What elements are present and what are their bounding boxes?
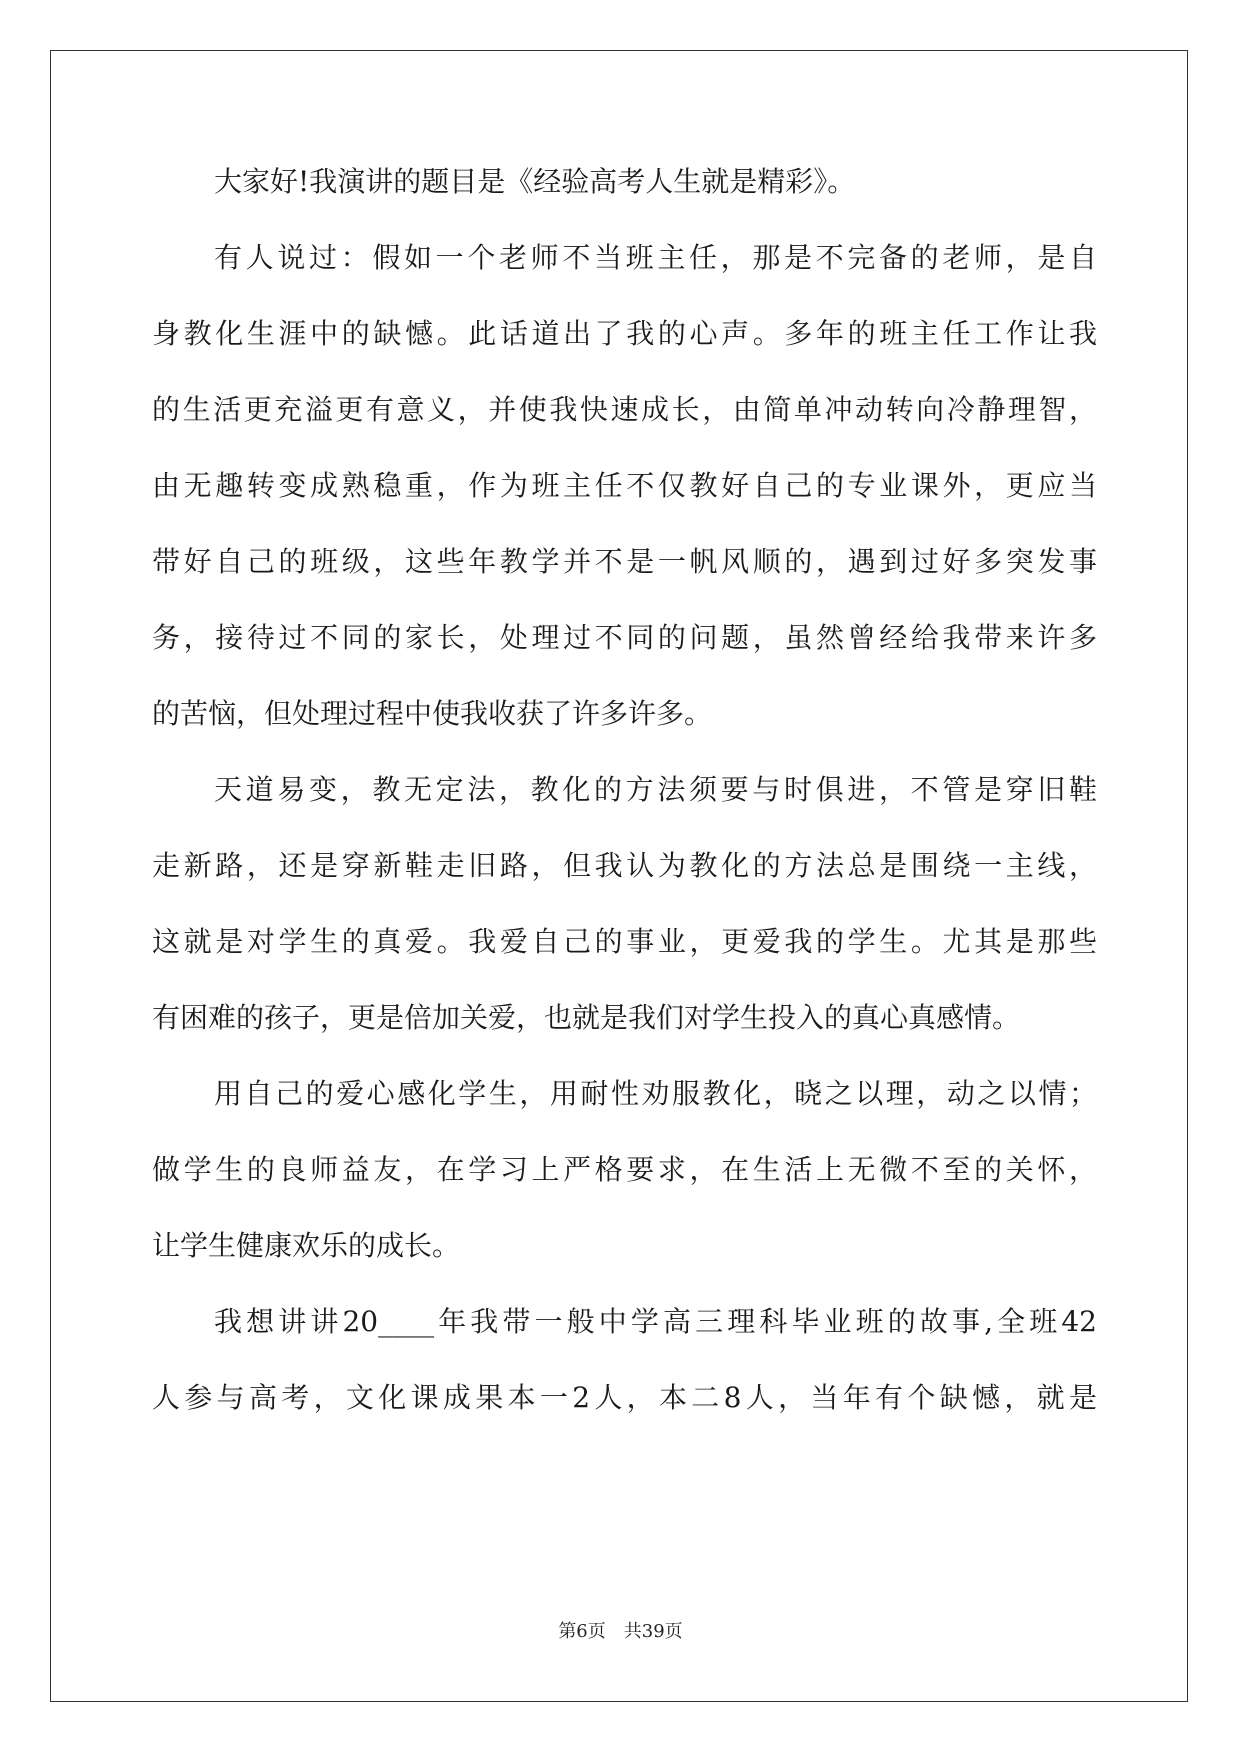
paragraph-line: 的生活更充溢更有意义，并使我快速成长，由简单冲动转向冷静理智， (152, 393, 1097, 426)
paragraph-line: 这就是对学生的真爱。我爱自己的事业，更爱我的学生。尤其是那些 (152, 925, 1097, 958)
paragraph-line: 人参与高考，文化课成果本一2人，本二8人，当年有个缺憾，就是 (152, 1381, 1097, 1414)
page-number: 第6页 (558, 1621, 606, 1642)
paragraph-line: 由无趣转变成熟稳重，作为班主任不仅教好自己的专业课外，更应当 (152, 469, 1097, 502)
paragraph-line: 让学生健康欢乐的成长。 (152, 1229, 461, 1262)
paragraph-line: 有人说过：假如一个老师不当班主任，那是不完备的老师，是自 (214, 241, 1097, 274)
paragraph-line: 天道易变，教无定法，教化的方法须要与时俱进，不管是穿旧鞋 (214, 773, 1097, 806)
paragraph-line: 走新路，还是穿新鞋走旧路，但我认为教化的方法总是围绕一主线， (152, 849, 1097, 882)
paragraph-line: 用自己的爱心感化学生，用耐性劝服教化，晓之以理，动之以情； (214, 1077, 1097, 1110)
paragraph-line: 务，接待过不同的家长，处理过不同的问题，虽然曾经给我带来许多 (152, 621, 1097, 654)
page-total: 共39页 (623, 1621, 683, 1642)
document-body (152, 164, 1097, 1456)
page-footer (0, 1620, 1241, 1644)
paragraph-line: 我想讲讲20____年我带一般中学高三理科毕业班的故事,全班42 (214, 1305, 1097, 1338)
paragraph-line: 有困难的孩子，更是倍加关爱，也就是我们对学生投入的真心真感情。 (152, 1001, 1021, 1034)
paragraph-line: 的苦恼，但处理过程中使我收获了许多许多。 (152, 697, 713, 730)
paragraph-line: 大家好!我演讲的题目是《经验高考人生就是精彩》。 (214, 165, 856, 198)
paragraph-line: 带好自己的班级，这些年教学并不是一帆风顺的，遇到过好多突发事 (152, 545, 1097, 578)
paragraph-line: 身教化生涯中的缺憾。此话道出了我的心声。多年的班主任工作让我 (152, 317, 1097, 350)
paragraph-line: 做学生的良师益友，在学习上严格要求，在生活上无微不至的关怀， (152, 1153, 1097, 1186)
